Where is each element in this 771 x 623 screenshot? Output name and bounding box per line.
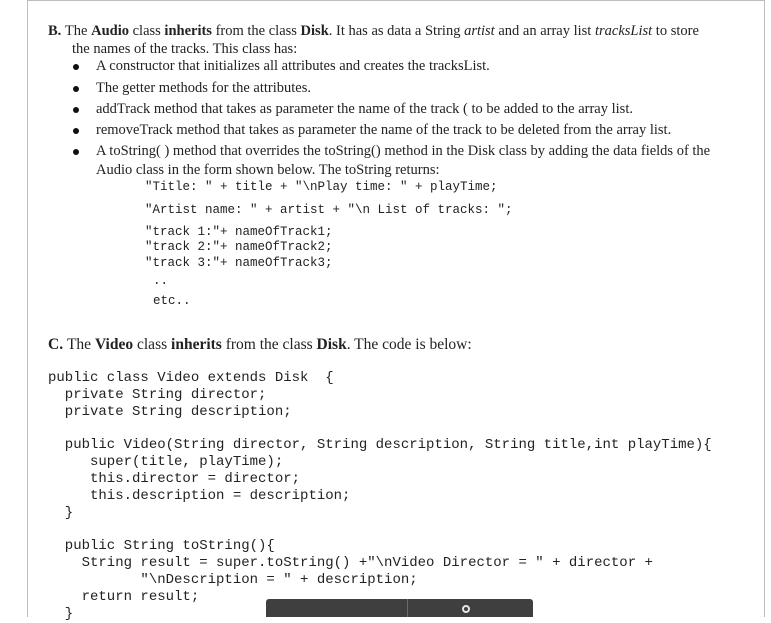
code-line: String result = super.toString() +"\nVideo Director = " + director +: [48, 555, 653, 571]
artist-term: artist: [464, 23, 495, 39]
text: from the class: [211, 23, 301, 39]
audio-keyword: Audio: [91, 23, 129, 39]
text: . It has as data a String: [328, 23, 465, 39]
text: class: [133, 336, 172, 353]
code-line: "Title: " + title + "\nPlay time: " + playTime;: [145, 180, 498, 194]
code-line: this.director = director;: [48, 471, 301, 487]
code-line: "track 2:"+ nameOfTrack2;: [145, 240, 333, 254]
bullet-item-getters: The getter methods for the attributes.: [96, 80, 312, 96]
bullet-item-tostring: A toString( ) method that overrides the toString() method in the Disk class by adding the data fields of the: [96, 143, 711, 159]
code-line: "track 1:"+ nameOfTrack1;: [145, 225, 333, 239]
inherits-keyword: inherits: [171, 336, 222, 353]
bullet-item-constructor: A constructor that initializes all attributes and creates the tracksList.: [96, 58, 490, 74]
section-c-letter: C.: [48, 336, 64, 353]
toolbar-divider: [407, 599, 408, 617]
bullet-item-addtrack: addTrack method that takes as parameter the name of the track ( to be added to the array list.: [96, 101, 633, 117]
section-b-letter: B.: [48, 23, 62, 39]
bullet-dot: [73, 107, 79, 113]
code-line: }: [48, 606, 74, 622]
code-line: public Video(String director, String description, String title,int playTime){: [48, 437, 712, 453]
code-line: super(title, playTime);: [48, 454, 284, 470]
bullet-dot: [73, 149, 79, 155]
inherits-keyword: inherits: [164, 23, 212, 39]
code-line: "track 3:"+ nameOfTrack3;: [145, 256, 333, 270]
code-line: private String director;: [48, 387, 267, 403]
code-line: ..: [153, 274, 169, 288]
text: from the class: [221, 336, 317, 353]
code-line: return result;: [48, 589, 200, 605]
code-line: "\nDescription = " + description;: [48, 572, 418, 588]
bullet-dot: [73, 64, 79, 70]
floating-toolbar[interactable]: [266, 599, 533, 617]
code-line: "Artist name: " + artist + "\n List of tracks: ";: [145, 203, 513, 217]
code-line: public class Video extends Disk {: [48, 370, 334, 386]
code-line: public String toString(){: [48, 538, 275, 554]
text: The: [64, 23, 92, 39]
video-keyword: Video: [94, 336, 134, 353]
text: The: [66, 336, 95, 353]
bullet-item-removetrack: removeTrack method that takes as parameter the name of the track to be deleted from the array list.: [96, 122, 672, 138]
text: to store: [652, 23, 699, 39]
disk-keyword: Disk: [316, 336, 347, 353]
code-line: private String description;: [48, 404, 292, 420]
text: . The code is below:: [346, 336, 472, 353]
code-line: etc..: [153, 294, 191, 308]
bullet-dot: [73, 128, 79, 134]
section-c-intro: [48, 335, 472, 354]
trackslist-term: tracksList: [594, 23, 653, 39]
section-b-intro: [48, 22, 768, 40]
disk-keyword: Disk: [300, 23, 329, 39]
toolbar-icon[interactable]: [462, 605, 470, 613]
section-b-intro-line2: the names of the tracks. This class has:: [72, 41, 298, 57]
code-line: }: [48, 505, 74, 521]
text: class: [128, 23, 165, 39]
bullet-dot: [73, 86, 79, 92]
bullet-item-tostring-cont: Audio class in the form shown below. The toString returns:: [96, 162, 440, 178]
text: and an array list: [494, 23, 595, 39]
code-line: this.description = description;: [48, 488, 351, 504]
